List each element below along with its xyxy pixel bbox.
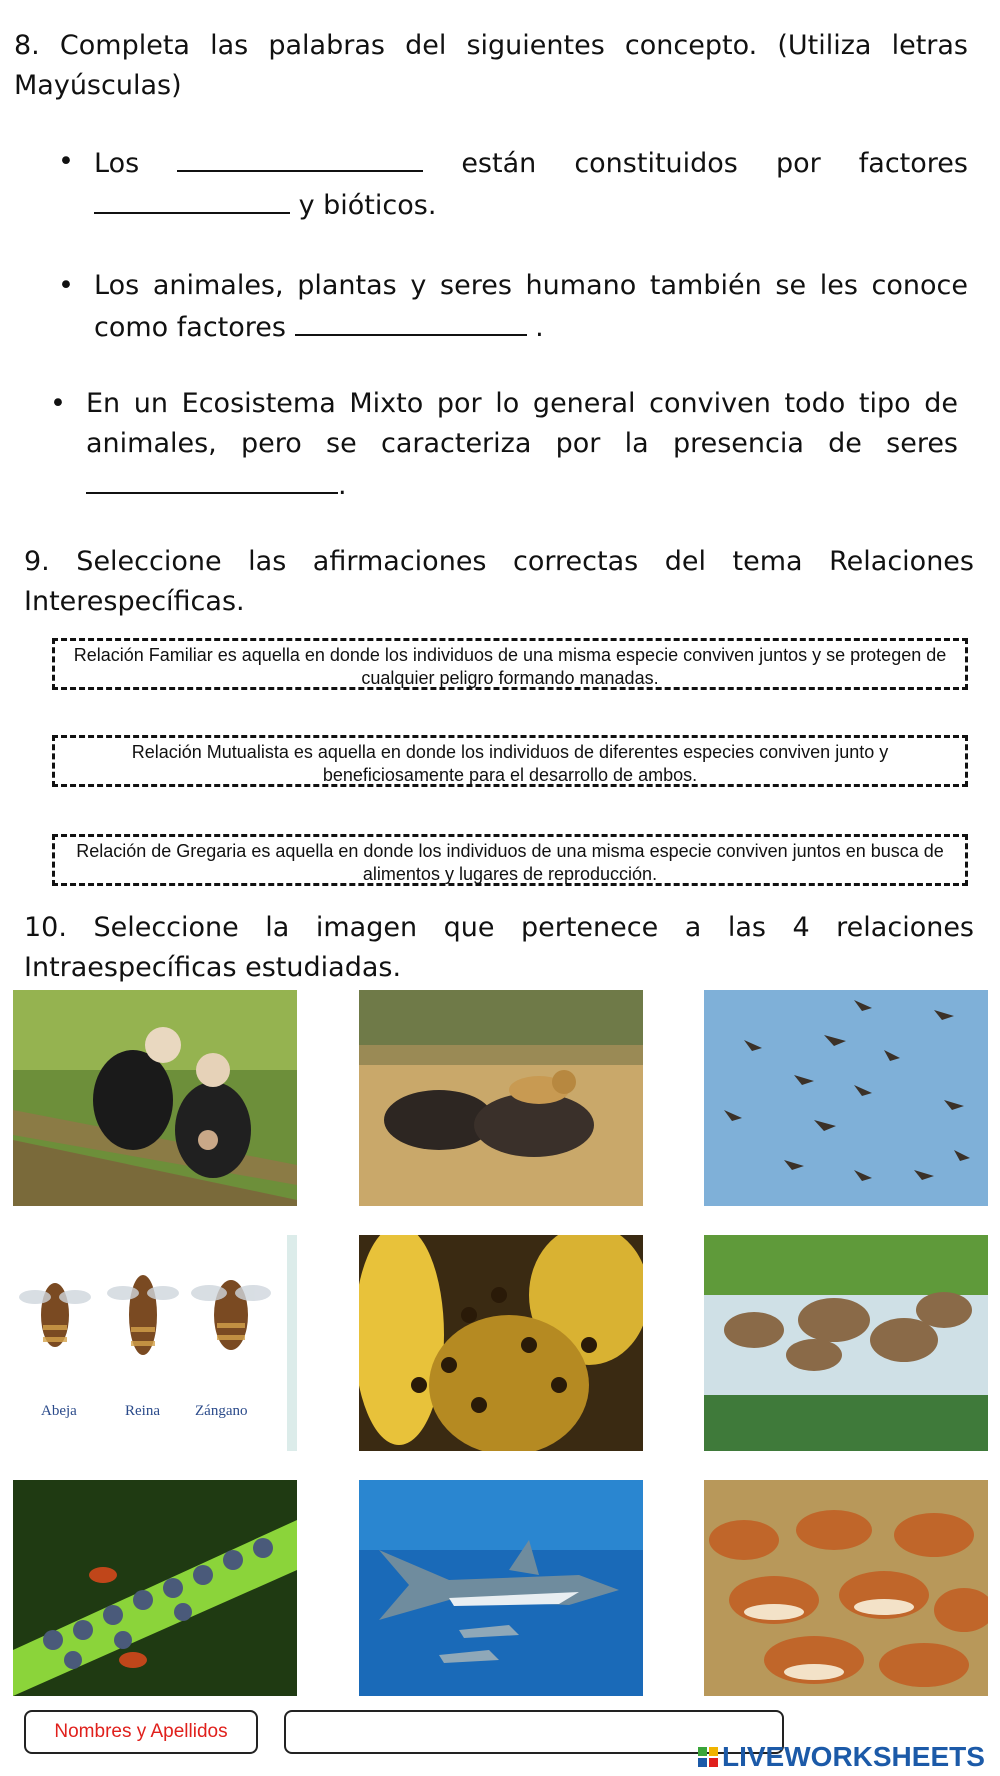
liveworksheets-brand bbox=[698, 1740, 985, 1774]
image-lion-buffalo[interactable] bbox=[359, 990, 643, 1206]
honeycomb-bees-photo-icon bbox=[359, 1235, 643, 1451]
bee-caption-reina: Reina bbox=[125, 1403, 160, 1419]
q8-item-3 bbox=[50, 384, 958, 506]
image-monkeys[interactable] bbox=[13, 990, 297, 1206]
bullet-icon: • bbox=[58, 270, 74, 301]
q8-blank-1[interactable] bbox=[177, 142, 423, 172]
birds-flock-photo-icon bbox=[704, 990, 988, 1206]
q8-item-1-text-c: y bióticos. bbox=[290, 190, 437, 221]
q9-option-3[interactable]: Relación de Gregaria es aquella en donde los individuos de una misma especie conviven juntos en busca de alimentos y lugares de reproducción. bbox=[52, 834, 968, 886]
q8-item-2-text-b: . bbox=[526, 312, 544, 343]
image-impalas[interactable] bbox=[704, 1480, 988, 1696]
q9-option-1[interactable]: Relación Familiar es aquella en donde los individuos de una misma especie conviven juntos y se protegen de cualquier peligro formando manadas. bbox=[52, 638, 968, 690]
bee-caption-zangano: Zángano bbox=[195, 1403, 248, 1419]
bullet-icon: • bbox=[50, 388, 66, 419]
image-bee-castes[interactable] bbox=[13, 1235, 297, 1451]
q8-item-1-text-a: Los bbox=[94, 148, 178, 179]
shark-remoras-photo-icon bbox=[359, 1480, 643, 1696]
ants-aphids-photo-icon bbox=[13, 1480, 297, 1696]
q8-blank-2[interactable] bbox=[94, 184, 290, 214]
q9-option-2[interactable]: Relación Mutualista es aquella en donde los individuos de diferentes especies conviven junto y beneficiosamente para el desarrollo de ambos. bbox=[52, 735, 968, 787]
image-honeycomb[interactable] bbox=[359, 1235, 643, 1451]
q8-item-2-text-a: Los animales, plantas y seres humano también se les conoce como factores bbox=[94, 270, 968, 343]
image-shark-remoras[interactable] bbox=[359, 1480, 643, 1696]
image-birds-flock[interactable] bbox=[704, 990, 988, 1206]
name-label: Nombres y Apellidos bbox=[24, 1710, 258, 1754]
question-9-title: 9. Seleccione las afirmaciones correctas del tema Relaciones Interespecíficas. bbox=[24, 546, 974, 617]
liveworksheets-wordmark: LIVEWORKSHEETS bbox=[722, 1741, 985, 1772]
liveworksheets-logo-icon bbox=[698, 1747, 718, 1767]
lion-buffalo-photo-icon bbox=[359, 990, 643, 1206]
question-8-title: 8. Completa las palabras del siguientes concepto. (Utiliza letras Mayúsculas) bbox=[14, 30, 968, 101]
q8-blank-4[interactable] bbox=[86, 464, 338, 494]
question-10-title: 10. Seleccione la imagen que pertenece a las 4 relaciones Intraespecíficas estudiadas. bbox=[24, 912, 974, 983]
image-ants-aphids[interactable] bbox=[13, 1480, 297, 1696]
capybaras-photo-icon bbox=[704, 1235, 988, 1451]
q8-item-1-text-b: están constituidos por factores bbox=[423, 148, 968, 179]
q8-item-3-text-b: . bbox=[338, 470, 347, 501]
q8-blank-3[interactable] bbox=[295, 306, 527, 336]
impalas-photo-icon bbox=[704, 1480, 988, 1696]
q8-item-2 bbox=[58, 266, 968, 348]
bee-caption-abeja: Abeja bbox=[41, 1403, 77, 1419]
image-capybaras[interactable] bbox=[704, 1235, 988, 1451]
bullet-icon: • bbox=[58, 146, 74, 177]
q8-item-1 bbox=[58, 142, 968, 226]
q8-item-3-text-a: En un Ecosistema Mixto por lo general conviven todo tipo de animales, pero se caracteriza por la presencia de seres bbox=[86, 388, 958, 459]
monkeys-photo-icon bbox=[13, 990, 297, 1206]
